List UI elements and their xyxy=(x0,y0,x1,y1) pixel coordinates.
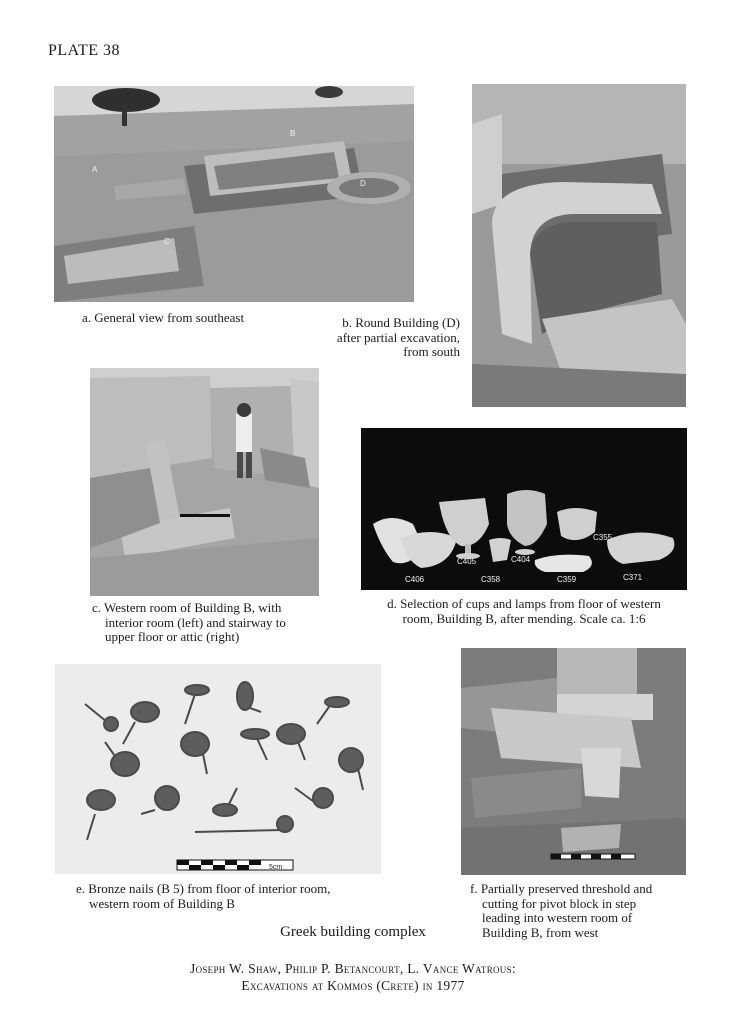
photo-d-label-c405: C405 xyxy=(457,557,477,566)
caption-b-line-3: from south xyxy=(403,344,460,359)
authors-block xyxy=(0,960,706,994)
photo-d-label-c359: C359 xyxy=(557,575,577,584)
caption-d xyxy=(362,597,686,626)
photo-a-label-c: C xyxy=(164,237,170,246)
photo-a-label-d: D xyxy=(360,179,366,188)
caption-e-line-1: e. Bronze nails (B 5) from floor of interior room, xyxy=(76,881,331,896)
photo-d-label-c406: C406 xyxy=(405,575,425,584)
photo-f-threshold xyxy=(461,648,686,875)
caption-d-line-1: d. Selection of cups and lamps from floor of western xyxy=(387,596,661,611)
photo-a-general-view xyxy=(54,86,414,302)
photo-d-label-c358: C358 xyxy=(481,575,501,584)
plate-label: PLATE 38 xyxy=(48,42,120,59)
caption-c xyxy=(92,601,332,645)
caption-f-line-1: f. Partially preserved threshold and xyxy=(470,881,653,896)
photo-a-label-b: B xyxy=(290,129,296,138)
photo-d-label-c355: C355 xyxy=(593,533,613,542)
photo-d-label-c371: C371 xyxy=(623,573,643,582)
caption-f-line-3: leading into western room of xyxy=(482,910,633,925)
caption-b xyxy=(300,316,460,360)
photo-d-label-c404: C404 xyxy=(511,555,531,564)
photo-d-cups-and-lamps xyxy=(361,428,687,590)
photo-e-bronze-nails xyxy=(55,664,381,874)
photo-e-scale-label: 5cm xyxy=(269,864,283,871)
caption-b-line-2: after partial excavation, xyxy=(336,329,460,345)
caption-e xyxy=(76,882,376,911)
photo-c-western-room xyxy=(90,368,319,596)
authors-line-2: Excavations at Kommos (Crete) in 1977 xyxy=(241,978,465,993)
photo-b-round-building xyxy=(472,84,686,407)
caption-f-line-2: cutting for pivot block in step xyxy=(482,895,637,911)
caption-c-line-2: interior room (left) and stairway to xyxy=(105,614,286,630)
caption-d-line-2: room, Building B, after mending. Scale ca. 1:6 xyxy=(402,610,646,626)
caption-c-line-1: c. Western room of Building B, with xyxy=(92,600,282,615)
caption-c-line-3: upper floor or attic (right) xyxy=(105,629,240,644)
caption-e-line-2: western room of Building B xyxy=(89,895,235,911)
plate-title: Greek building complex xyxy=(280,924,426,940)
caption-b-line-1: b. Round Building (D) xyxy=(342,315,460,330)
caption-a: a. General view from southeast xyxy=(82,310,245,325)
authors-line-1: Joseph W. Shaw, Philip P. Betancourt, L. Vance Watrous: xyxy=(190,961,516,976)
photo-a-label-a: A xyxy=(92,165,98,174)
caption-f-line-4: Building B, from west xyxy=(482,924,599,940)
